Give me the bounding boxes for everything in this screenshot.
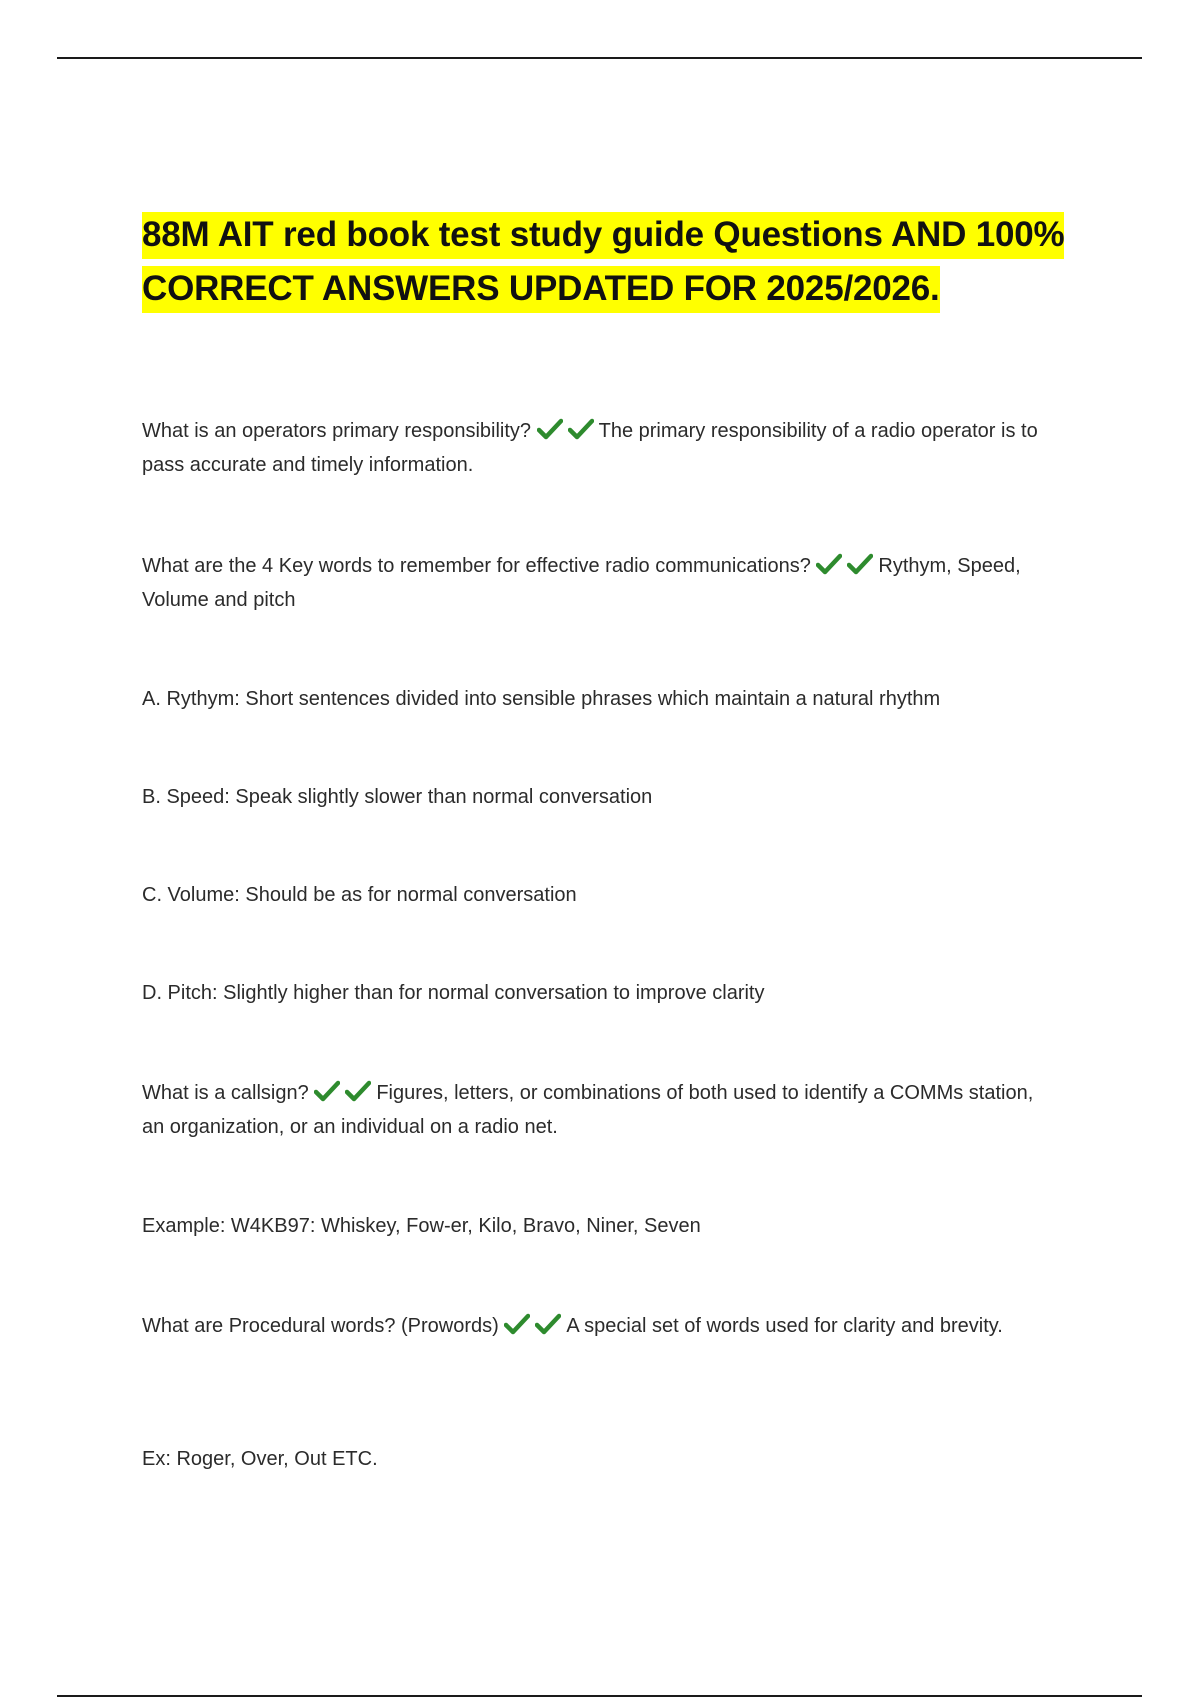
check-icon <box>504 1313 530 1335</box>
question-text: What is a callsign? <box>142 1082 309 1104</box>
qa-item-3 <box>142 1076 1042 1144</box>
prowords-example: Ex: Roger, Over, Out ETC. <box>142 1448 378 1470</box>
answer-text: Rythym, Speed, Volume and pitch <box>142 555 1021 611</box>
qa-item-2 <box>142 549 1042 617</box>
key-word-volume: C. Volume: Should be as for normal conversation <box>142 884 577 906</box>
title-highlight: 88M AIT red book test study guide Questions AND 100% CORRECT ANSWERS UPDATED FOR 2025/2026. <box>142 212 1064 313</box>
top-rule <box>57 57 1142 59</box>
qa-item-1 <box>142 414 1042 482</box>
qa-item-4 <box>142 1309 1042 1343</box>
key-word-speed: B. Speed: Speak slightly slower than normal conversation <box>142 786 653 808</box>
question-text: What is an operators primary responsibility? <box>142 420 532 442</box>
check-icon <box>816 553 842 575</box>
answer-text: A special set of words used for clarity and brevity. <box>566 1315 1003 1337</box>
check-icon <box>345 1080 371 1102</box>
check-icon <box>568 418 594 440</box>
bottom-rule <box>57 1695 1142 1697</box>
check-icon <box>314 1080 340 1102</box>
check-icon <box>535 1313 561 1335</box>
key-word-rythym: A. Rythym: Short sentences divided into sensible phrases which maintain a natural rhythm <box>142 688 941 710</box>
answer-text: Figures, letters, or combinations of both used to identify a COMMs station, an organization, or an individual on a radio net. <box>142 1082 1034 1138</box>
document-title <box>142 208 1102 316</box>
question-text: What are the 4 Key words to remember for effective radio communications? <box>142 555 811 577</box>
callsign-example: Example: W4KB97: Whiskey, Fow-er, Kilo, Bravo, Niner, Seven <box>142 1215 701 1237</box>
check-icon <box>537 418 563 440</box>
question-text: What are Procedural words? (Prowords) <box>142 1315 499 1337</box>
answer-text: The primary responsibility of a radio operator is to pass accurate and timely information. <box>142 420 1038 476</box>
key-word-pitch: D. Pitch: Slightly higher than for normal conversation to improve clarity <box>142 982 765 1004</box>
check-icon <box>847 553 873 575</box>
